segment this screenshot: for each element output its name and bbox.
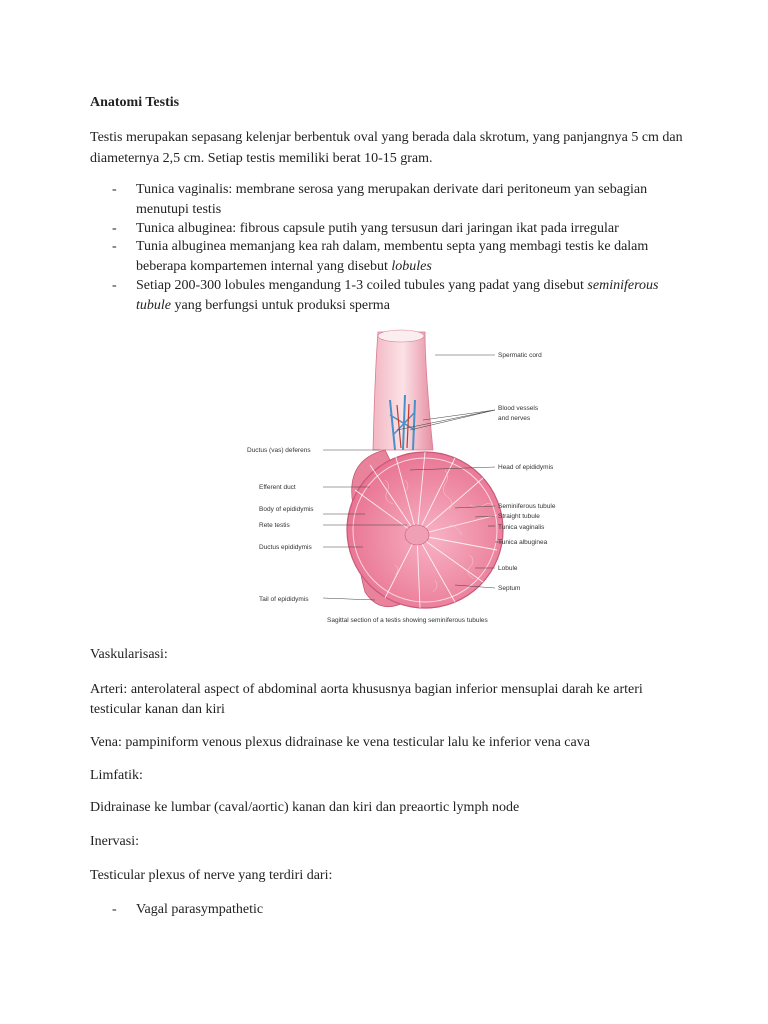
label-ductus-epididymis: Ductus epididymis xyxy=(259,544,312,551)
bullet-marker: - xyxy=(112,239,117,254)
section-inervasi: Inervasi: xyxy=(90,834,139,849)
bullet-text-2: Tunica albuginea: fibrous capsule putih yang tersusun dari jaringan ikat pada irregular xyxy=(136,221,619,236)
testis-body xyxy=(347,452,503,608)
label-and-nerves: and nerves xyxy=(498,415,531,422)
bullet-text-1: Tunica vaginalis: membrane serosa yang merupakan derivate dari peritoneum yan sebagian menutupi testis xyxy=(136,182,648,217)
bullet-marker: - xyxy=(112,182,117,197)
label-lobule: Lobule xyxy=(498,565,518,572)
bullet-text-4: Setiap 200-300 lobules mengandung 1-3 coiled tubules yang padat yang disebut seminiferous tubule yang berfungsi untuk produksi sperma xyxy=(136,278,659,313)
bullet-marker: - xyxy=(112,278,117,293)
section-vaskularisasi: Vaskularisasi: xyxy=(90,647,168,662)
page-title: Anatomi Testis xyxy=(90,95,180,110)
label-tunica-vaginalis: Tunica vaginalis xyxy=(498,524,545,531)
label-body-of-epididymis: Body of epididymis xyxy=(259,506,314,513)
label-tunica-albuginea: Tunica albuginea xyxy=(498,539,548,546)
label-spermatic-cord: Spermatic cord xyxy=(498,352,542,359)
label-rete-testis: Rete testis xyxy=(259,522,290,529)
label-tail-of-epididymis: Tail of epididymis xyxy=(259,596,309,603)
section-vena: Vena: pampiniform venous plexus didrainase ke vena testicular lalu ke inferior vena cava xyxy=(90,735,590,750)
bullet-text-3: Tunia albuginea memanjang kea rah dalam, membentu septa yang membagi testis ke dalam beberapa kompartemen internal yang disebut lobules xyxy=(136,239,649,274)
label-efferent-duct: Efferent duct xyxy=(259,484,296,491)
intro-paragraph: Testis merupakan sepasang kelenjar berbentuk oval yang berada dala skrotum, yang panjangnya 5 cm dan diameternya 2,5 cm. Setiap testis memiliki berat 10-15 gram. xyxy=(90,130,683,166)
inervasi-bullet-1: Vagal parasympathetic xyxy=(136,902,264,917)
label-straight-tubule: Straight tubule xyxy=(498,513,540,520)
spermatic-cord-shape xyxy=(373,330,433,450)
bullet-marker: - xyxy=(112,221,117,236)
section-arteri: Arteri: anterolateral aspect of abdominal aorta khususnya bagian inferior mensuplai darah ke arteri testicular kanan dan kiri xyxy=(90,682,643,717)
label-ductus-deferens: Ductus (vas) deferens xyxy=(247,447,311,454)
section-limfatik: Limfatik: xyxy=(90,768,143,783)
label-head-of-epididymis: Head of epididymis xyxy=(498,464,554,471)
label-blood-vessels: Blood vessels xyxy=(498,405,539,412)
label-seminiferous-tubule: Seminiferous tubule xyxy=(498,503,556,510)
figure-caption: Sagittal section of a testis showing seminiferous tubules xyxy=(327,617,488,624)
section-inervasi-text: Testicular plexus of nerve yang terdiri dari: xyxy=(90,868,333,883)
section-limfatik-text: Didrainase ke lumbar (caval/aortic) kanan dan kiri dan preaortic lymph node xyxy=(90,800,520,815)
bullet-marker: - xyxy=(112,902,117,917)
testis-diagram xyxy=(245,330,556,630)
label-septum: Septum xyxy=(498,585,521,592)
